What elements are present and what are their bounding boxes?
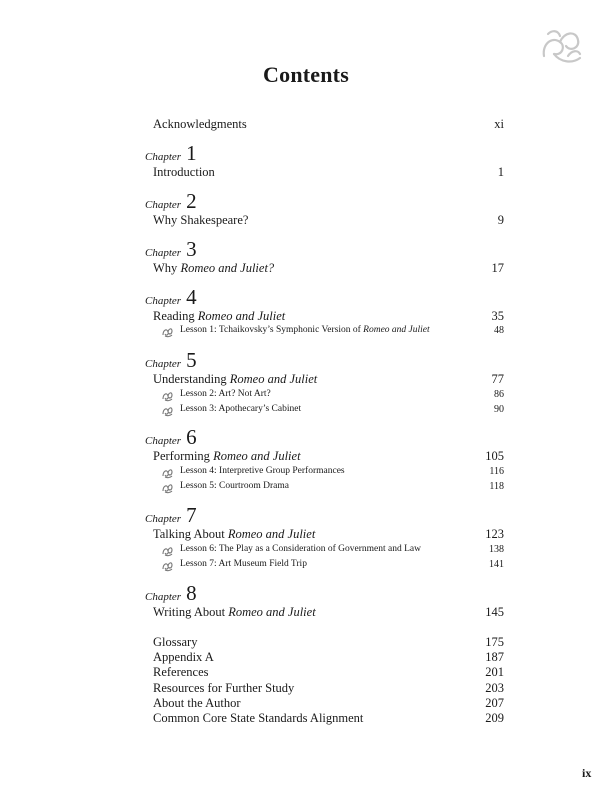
lesson-bullet-icon — [162, 559, 173, 570]
toc-lesson-entry[interactable] — [162, 559, 504, 573]
toc-entry-label: Glossary — [153, 635, 198, 649]
page-folio: ix — [582, 766, 592, 780]
lesson-bullet-icon — [162, 325, 173, 336]
toc-page-number: 175 — [485, 635, 504, 649]
toc-page-number: 201 — [485, 665, 504, 680]
toc-lesson-label — [180, 544, 421, 554]
toc-page-number: 141 — [489, 559, 504, 570]
toc-lesson-label — [180, 325, 430, 335]
toc-entry-back-matter[interactable] — [153, 665, 504, 681]
toc-page-number: 207 — [485, 695, 504, 710]
toc-lesson-label — [180, 481, 289, 491]
toc-entry-label-italic: Romeo and Juliet — [227, 527, 316, 541]
toc-lesson-entry[interactable] — [162, 481, 504, 495]
toc-entry-label-text: Performing — [153, 449, 214, 463]
toc-entry-label — [153, 165, 215, 180]
chapter-number: 6 — [186, 425, 197, 449]
page-title: Contents — [263, 62, 349, 87]
toc-entry-label — [153, 605, 316, 620]
toc-lesson-label-text: Lesson 3: Apothecary’s Cabinet — [180, 404, 302, 414]
toc-lesson-label-italic: Romeo and Juliet — [363, 325, 430, 335]
chapter-word: Chapter — [145, 591, 182, 603]
toc-page-number: 105 — [485, 449, 504, 463]
toc-entry-label: Appendix A — [153, 650, 214, 665]
toc-entry-label-text: Writing About — [153, 605, 229, 619]
toc-entry-label — [153, 309, 285, 324]
toc-entry-label: Common Core State Standards Alignment — [153, 711, 364, 725]
chapter-number: 7 — [186, 503, 197, 527]
toc-entry-chapter-3[interactable] — [153, 261, 504, 277]
toc-lesson-label — [180, 466, 345, 476]
toc-entry-label-italic: Romeo and Juliet — [197, 309, 286, 323]
toc-entry-chapter-2[interactable] — [153, 213, 504, 229]
toc-entry-chapter-4[interactable] — [153, 309, 504, 325]
lesson-bullet-icon — [162, 544, 173, 555]
toc-entry-label — [153, 213, 248, 228]
chapter-heading — [145, 141, 197, 165]
toc-page-number: 116 — [489, 466, 504, 477]
toc-lesson-label-text: Lesson 1: Tchaikovsky’s Symphonic Version of — [180, 325, 364, 335]
chapter-number: 1 — [186, 141, 197, 165]
toc-entry-label-italic: Romeo and Juliet? — [180, 261, 275, 275]
toc-entry-label — [153, 261, 274, 276]
toc-entry-chapter-8[interactable] — [153, 605, 504, 621]
toc-entry-back-matter[interactable] — [153, 650, 504, 666]
toc-entry-label-text: Introduction — [153, 165, 215, 179]
toc-page-number: 118 — [489, 481, 504, 492]
toc-entry-back-matter[interactable] — [153, 696, 504, 712]
toc-page-number: 187 — [485, 650, 504, 665]
toc-lesson-label-text: Lesson 5: Courtroom Drama — [180, 481, 289, 491]
lesson-bullet-icon — [162, 389, 173, 400]
chapter-heading — [145, 285, 197, 309]
toc-entry-label-italic: Romeo and Juliet — [228, 605, 316, 619]
chapter-heading — [145, 581, 197, 605]
toc-entry-label-italic: Romeo and Juliet — [213, 449, 301, 463]
toc-entry-acknowledgments[interactable] — [153, 117, 504, 133]
toc-page-number: 90 — [494, 404, 504, 415]
toc-page-number: 209 — [485, 711, 504, 725]
chapter-number: 5 — [186, 348, 197, 372]
chapter-word: Chapter — [145, 358, 182, 370]
toc-entry-back-matter[interactable] — [153, 711, 504, 727]
toc-page-number: 35 — [491, 309, 504, 323]
toc-entry-back-matter[interactable] — [153, 635, 504, 651]
toc-page-number: xi — [494, 117, 504, 131]
toc-entry-chapter-5[interactable] — [153, 372, 504, 388]
toc-entry-chapter-6[interactable] — [153, 449, 504, 465]
lesson-bullet-icon — [162, 481, 173, 492]
toc-entry-label: About the Author — [153, 695, 241, 710]
toc-lesson-label-text: Lesson 7: Art Museum Field Trip — [180, 559, 307, 569]
toc-page-number: 145 — [485, 605, 504, 619]
toc-page-number: 77 — [491, 372, 504, 386]
toc-page-number: 9 — [497, 213, 504, 227]
toc-lesson-label-text: Lesson 2: Art? Not Art? — [180, 389, 271, 399]
toc-lesson-entry[interactable] — [162, 466, 504, 480]
toc-page-number: 86 — [494, 389, 504, 400]
toc-page-number: 138 — [489, 544, 504, 555]
toc-lesson-label — [180, 559, 307, 569]
toc-entry-label — [153, 372, 317, 387]
toc-page-number: 17 — [491, 261, 504, 275]
chapter-number: 4 — [186, 285, 197, 309]
toc-lesson-entry[interactable] — [162, 404, 504, 418]
toc-page-number: 123 — [485, 527, 504, 541]
toc-entry-label-text: Why — [153, 261, 181, 275]
lesson-bullet-icon — [162, 404, 173, 415]
toc-entry-label-text: Talking About — [153, 527, 228, 541]
toc-lesson-label — [180, 404, 301, 414]
toc-entry-back-matter[interactable] — [153, 681, 504, 697]
chapter-number: 8 — [186, 581, 197, 605]
toc-entry-label: Resources for Further Study — [153, 680, 295, 695]
toc-page-number: 1 — [497, 165, 504, 179]
chapter-heading — [145, 425, 197, 449]
toc-entry-chapter-1[interactable] — [153, 165, 504, 181]
toc-entry-label-text: Why Shakespeare? — [153, 213, 249, 227]
toc-entry-label-italic: Romeo and Juliet — [229, 372, 318, 386]
toc-lesson-label-text: Lesson 4: Interpretive Group Performances — [180, 466, 345, 476]
toc-entry-label-text: Reading — [153, 309, 198, 323]
chapter-heading — [145, 348, 197, 372]
toc-lesson-label-text: Lesson 6: The Play as a Consideration of Government and Law — [180, 544, 421, 554]
chapter-word: Chapter — [145, 247, 182, 259]
chapter-heading — [145, 189, 197, 213]
toc-lesson-label — [180, 389, 271, 399]
chapter-word: Chapter — [145, 295, 182, 307]
toc-entry-label — [153, 527, 315, 542]
chapter-number: 3 — [186, 237, 197, 261]
chapter-heading — [145, 503, 197, 527]
toc-entry-label: Acknowledgments — [153, 117, 247, 131]
chapter-number: 2 — [186, 189, 197, 213]
toc-entry-label: References — [153, 665, 209, 680]
toc-entry-label-text: Understanding — [153, 372, 230, 386]
chapter-word: Chapter — [145, 513, 182, 525]
toc-entry-label — [153, 449, 301, 464]
toc-lesson-entry[interactable] — [162, 389, 504, 403]
chapter-word: Chapter — [145, 151, 182, 163]
toc-page-number: 48 — [494, 325, 504, 336]
lesson-bullet-icon — [162, 466, 173, 477]
toc-entry-chapter-7[interactable] — [153, 527, 504, 543]
chapter-word: Chapter — [145, 435, 182, 447]
toc-lesson-entry[interactable] — [162, 325, 504, 339]
toc-lesson-entry[interactable] — [162, 544, 504, 558]
chapter-heading — [145, 237, 197, 261]
chapter-word: Chapter — [145, 199, 182, 211]
toc-page-number: 203 — [485, 680, 504, 695]
